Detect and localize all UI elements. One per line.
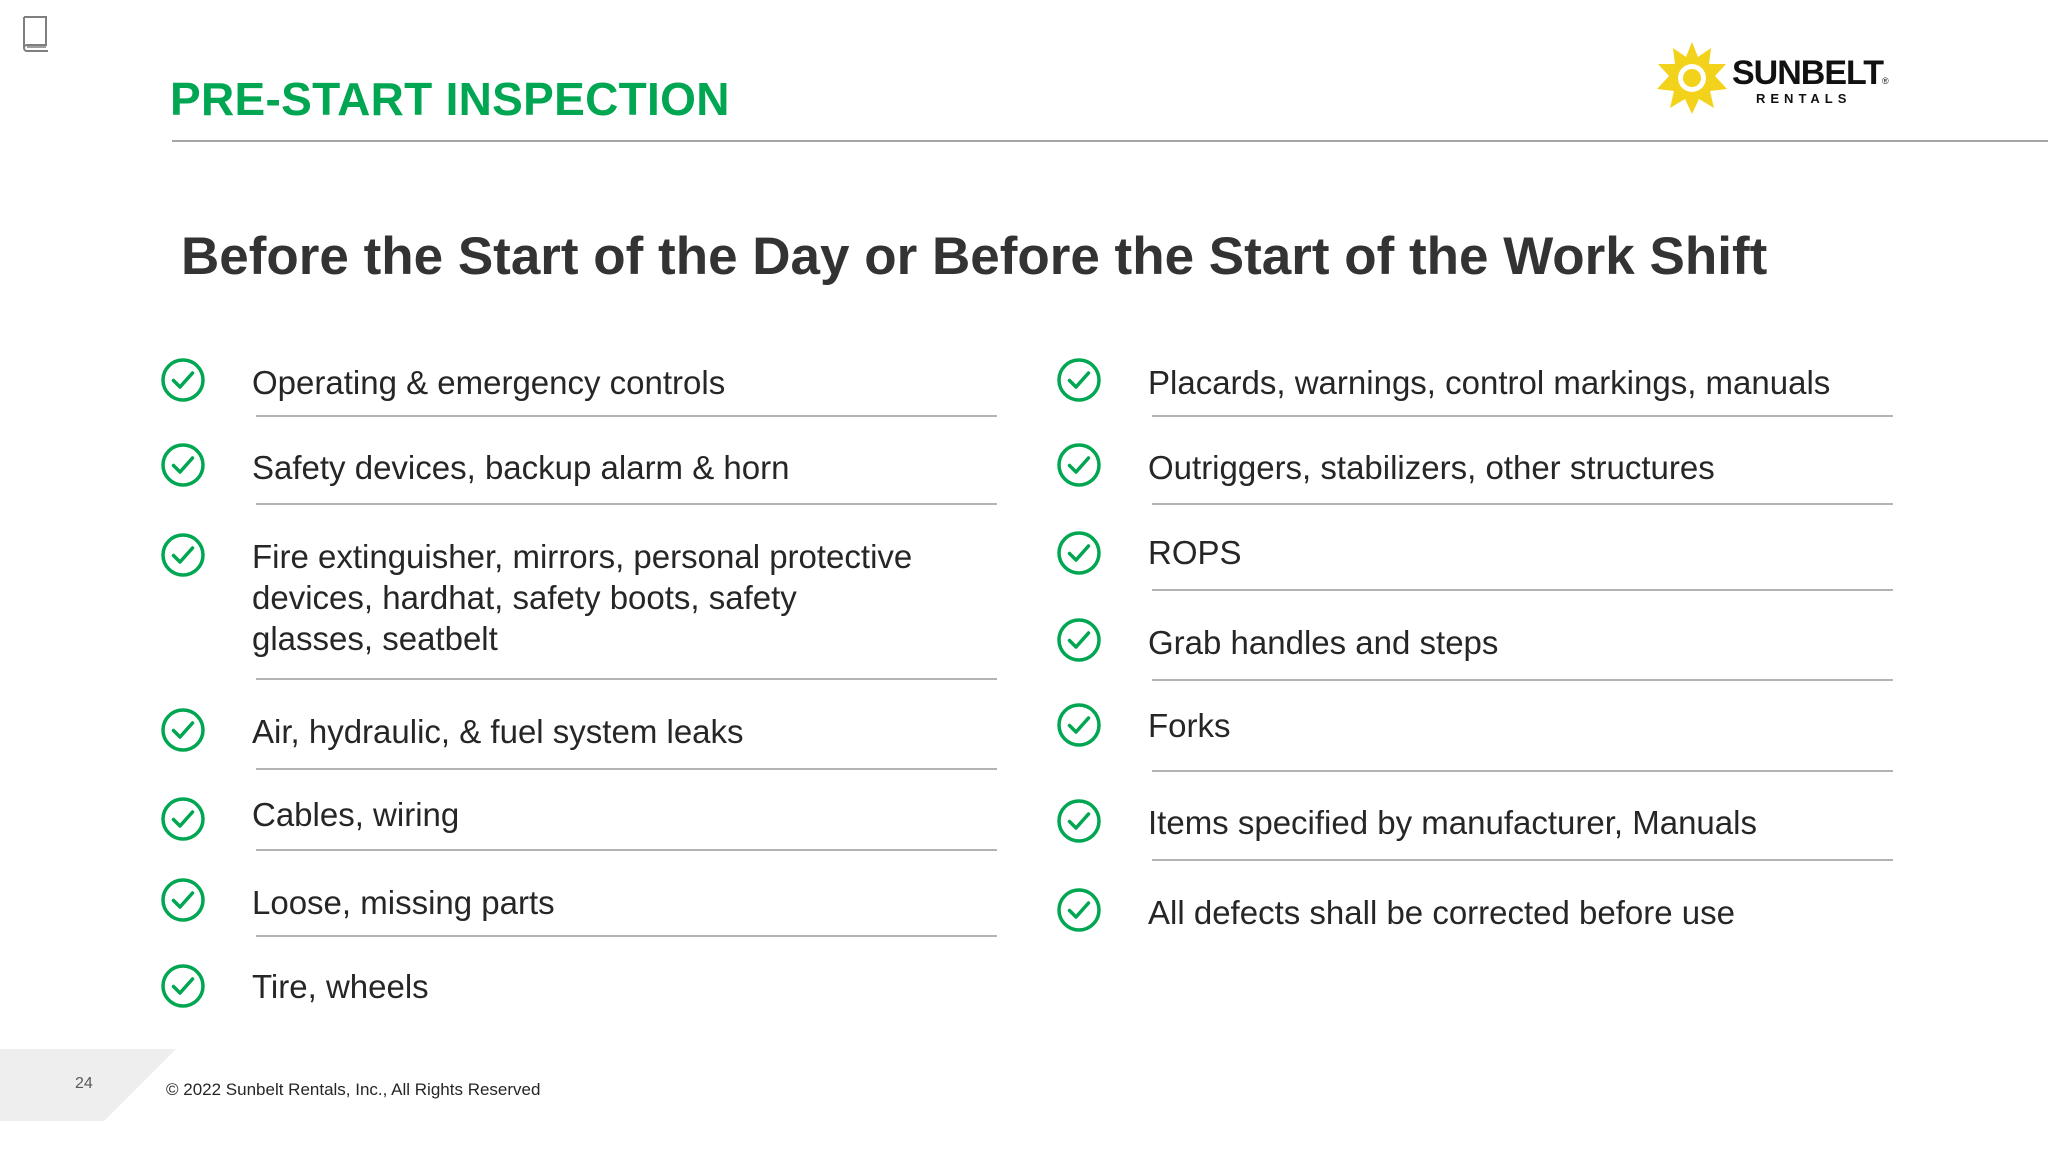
checklist-item: Tire, wheels <box>252 968 429 1005</box>
check-circle-icon <box>160 357 206 403</box>
check-circle-icon <box>1056 702 1102 748</box>
item-divider <box>256 503 997 505</box>
logo-wordmark: SUNBELT <box>1732 54 1884 92</box>
item-divider <box>256 849 997 851</box>
item-divider <box>1152 679 1893 681</box>
item-divider <box>1152 415 1893 417</box>
check-circle-icon <box>1056 887 1102 933</box>
checklist-item: ROPS <box>1148 534 1242 571</box>
check-circle-icon <box>160 877 206 923</box>
checklist-item: Loose, missing parts <box>252 884 555 921</box>
item-divider <box>1152 770 1893 772</box>
copyright-text: © 2022 Sunbelt Rentals, Inc., All Rights Reserved <box>166 1080 541 1099</box>
item-divider <box>256 678 997 680</box>
item-divider <box>256 935 997 937</box>
checklist-item: All defects shall be corrected before use <box>1148 894 1735 931</box>
checklist-item: Safety devices, backup alarm & horn <box>252 449 790 486</box>
check-circle-icon <box>1056 798 1102 844</box>
check-circle-icon <box>160 796 206 842</box>
item-divider <box>1152 503 1893 505</box>
checklist-item: Cables, wiring <box>252 796 460 833</box>
check-circle-icon <box>1056 617 1102 663</box>
checklist-item: Grab handles and steps <box>1148 624 1499 661</box>
checklist-item: Forks <box>1148 707 1231 744</box>
check-circle-icon <box>1056 530 1102 576</box>
logo-registered-mark: ® <box>1882 76 1889 86</box>
checklist-item: Operating & emergency controls <box>252 364 726 401</box>
checklist-item: Items specified by manufacturer, Manuals <box>1148 804 1757 841</box>
sunbelt-logo <box>1654 36 1894 118</box>
check-circle-icon <box>160 442 206 488</box>
check-circle-icon <box>160 963 206 1009</box>
page-number: 24 <box>75 1075 93 1092</box>
check-circle-icon <box>1056 442 1102 488</box>
check-circle-icon <box>160 532 206 578</box>
check-circle-icon <box>1056 357 1102 403</box>
logo-subtext: RENTALS <box>1756 91 1852 106</box>
checklist-item: Fire extinguisher, mirrors, personal protective devices, hardhat, safety boots, safety glasses, seatbelt <box>252 538 913 657</box>
book-icon <box>20 14 52 54</box>
checklist-item: Outriggers, stabilizers, other structures <box>1148 449 1715 486</box>
item-divider <box>1152 589 1893 591</box>
item-divider <box>256 768 997 770</box>
slide-title: PRE-START INSPECTION <box>170 73 730 125</box>
checklist-item: Air, hydraulic, & fuel system leaks <box>252 713 744 750</box>
check-circle-icon <box>160 707 206 753</box>
section-heading: Before the Start of the Day or Before the Start of the Work Shift <box>181 227 1768 286</box>
item-divider <box>1152 859 1893 861</box>
header-divider <box>172 140 2048 142</box>
checklist-item: Placards, warnings, control markings, manuals <box>1148 364 1831 401</box>
sun-logo-icon <box>1654 40 1730 116</box>
item-divider <box>256 415 997 417</box>
